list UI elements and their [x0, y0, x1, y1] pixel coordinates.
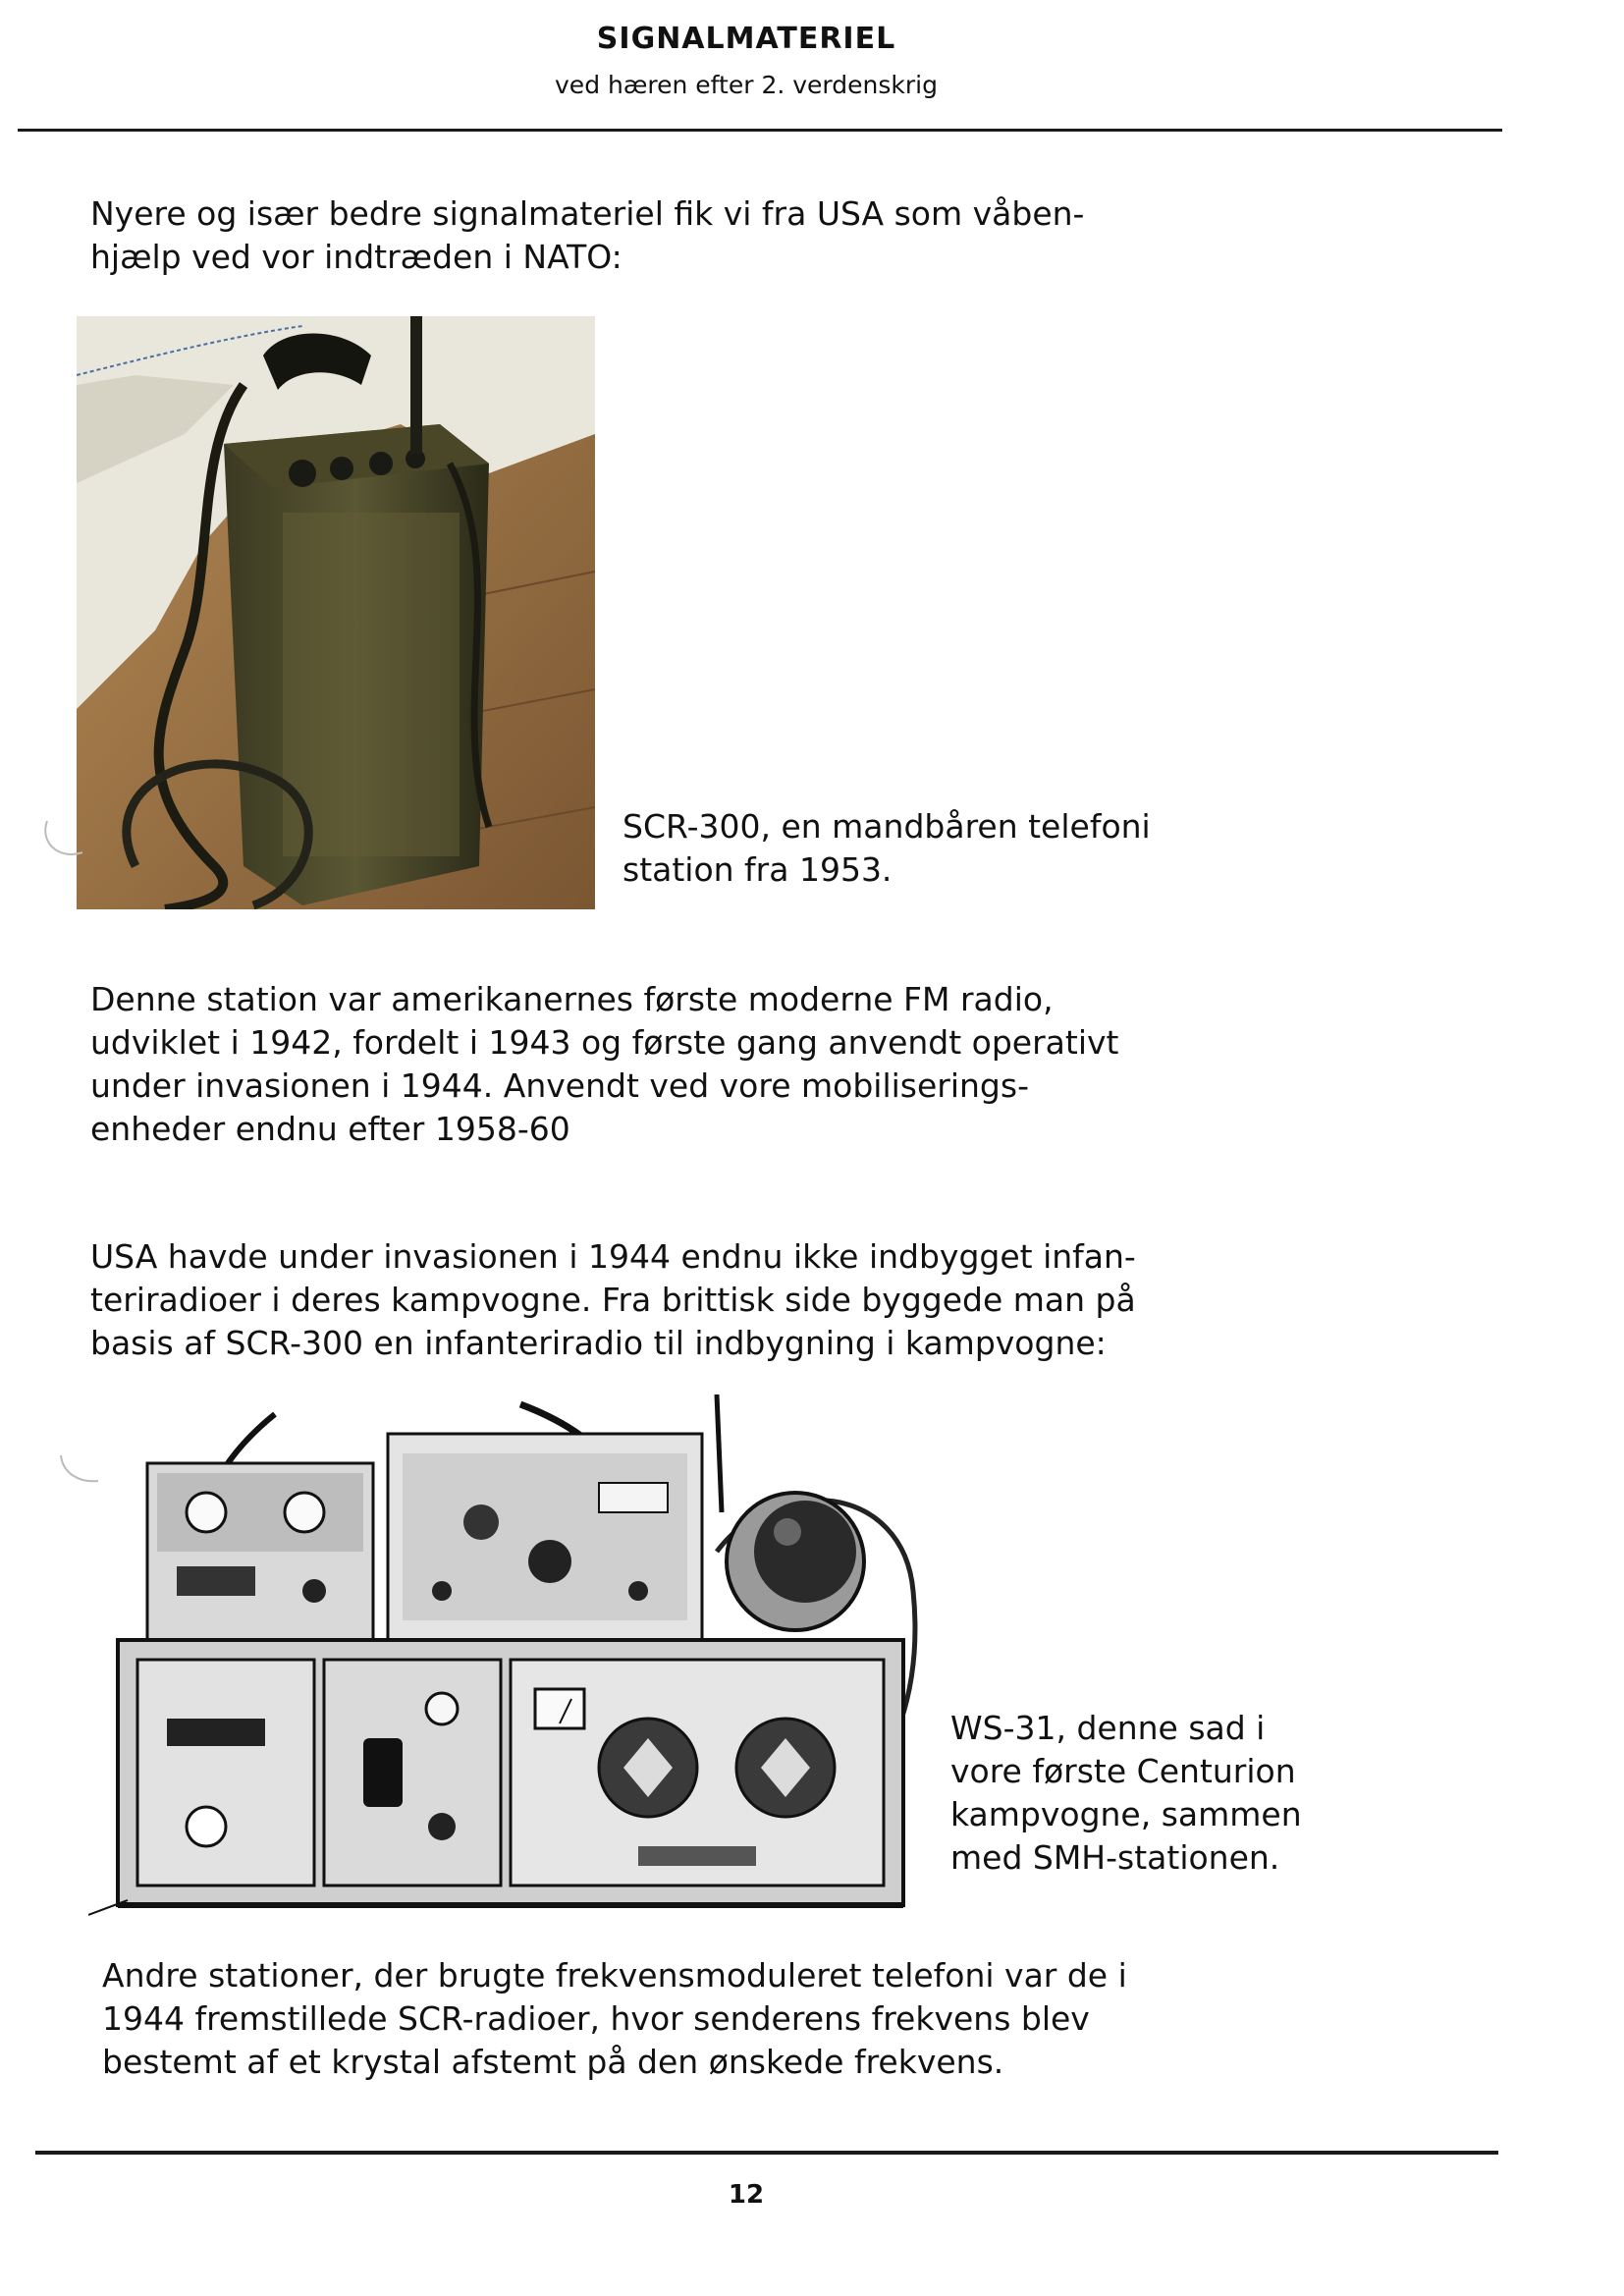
scr-300-history-paragraph: [90, 978, 1118, 1151]
text-line: Denne station var amerikanernes første moderne FM radio,: [90, 980, 1054, 1018]
text-line: USA havde under invasionen i 1944 endnu ikke indbygget infan-: [90, 1237, 1136, 1276]
caption-line: SCR-300, en mandbåren telefoni: [623, 807, 1151, 846]
ws-31-caption: [950, 1707, 1302, 1880]
scr-300-caption: [623, 805, 1151, 892]
intro-paragraph: [90, 192, 1084, 279]
punch-hole-mark: [39, 813, 88, 862]
text-line: enheder endnu efter 1958-60: [90, 1110, 570, 1148]
text-line: hjælp ved vor indtræden i NATO:: [90, 238, 623, 276]
caption-line: med SMH-stationen.: [950, 1838, 1280, 1877]
text-line: udviklet i 1942, fordelt i 1943 og første gang anvendt operativt: [90, 1023, 1119, 1062]
text-line: basis af SCR-300 en infanteriradio til indbygning i kampvogne:: [90, 1324, 1107, 1362]
punch-hole-mark: [55, 1451, 104, 1491]
scr-radios-paragraph: [102, 1954, 1127, 2084]
tank-radio-paragraph: [90, 1235, 1136, 1365]
page-title: SIGNALMATERIEL: [596, 22, 896, 56]
text-line: Andre stationer, der brugte frekvensmoduleret telefoni var de i: [102, 1956, 1127, 1995]
caption-line: kampvogne, sammen: [950, 1795, 1302, 1833]
text-line: under invasionen i 1944. Anvendt ved vore mobiliserings-: [90, 1066, 1029, 1105]
text-line: 1944 fremstillede SCR-radioer, hvor senderens frekvens blev: [102, 1999, 1090, 2038]
page-subtitle: ved hæren efter 2. verdenskrig: [555, 71, 938, 99]
header-divider: [18, 129, 1502, 132]
footer-divider: [35, 2151, 1498, 2155]
text-line: teriradioer i deres kampvogne. Fra brittisk side byggede man på: [90, 1281, 1136, 1319]
page-number: 12: [728, 2180, 765, 2210]
text-line: Nyere og især bedre signalmateriel fik vi fra USA som våben-: [90, 194, 1085, 233]
ws-31-radio-photo: [88, 1394, 933, 1925]
caption-line: station fra 1953.: [623, 850, 893, 889]
caption-line: WS-31, denne sad i: [950, 1709, 1266, 1747]
caption-line: vore første Centurion: [950, 1752, 1296, 1790]
scr-300-radio-photo: [77, 316, 595, 909]
text-line: bestemt af et krystal afstemt på den ønskede frekvens.: [102, 2043, 1004, 2081]
